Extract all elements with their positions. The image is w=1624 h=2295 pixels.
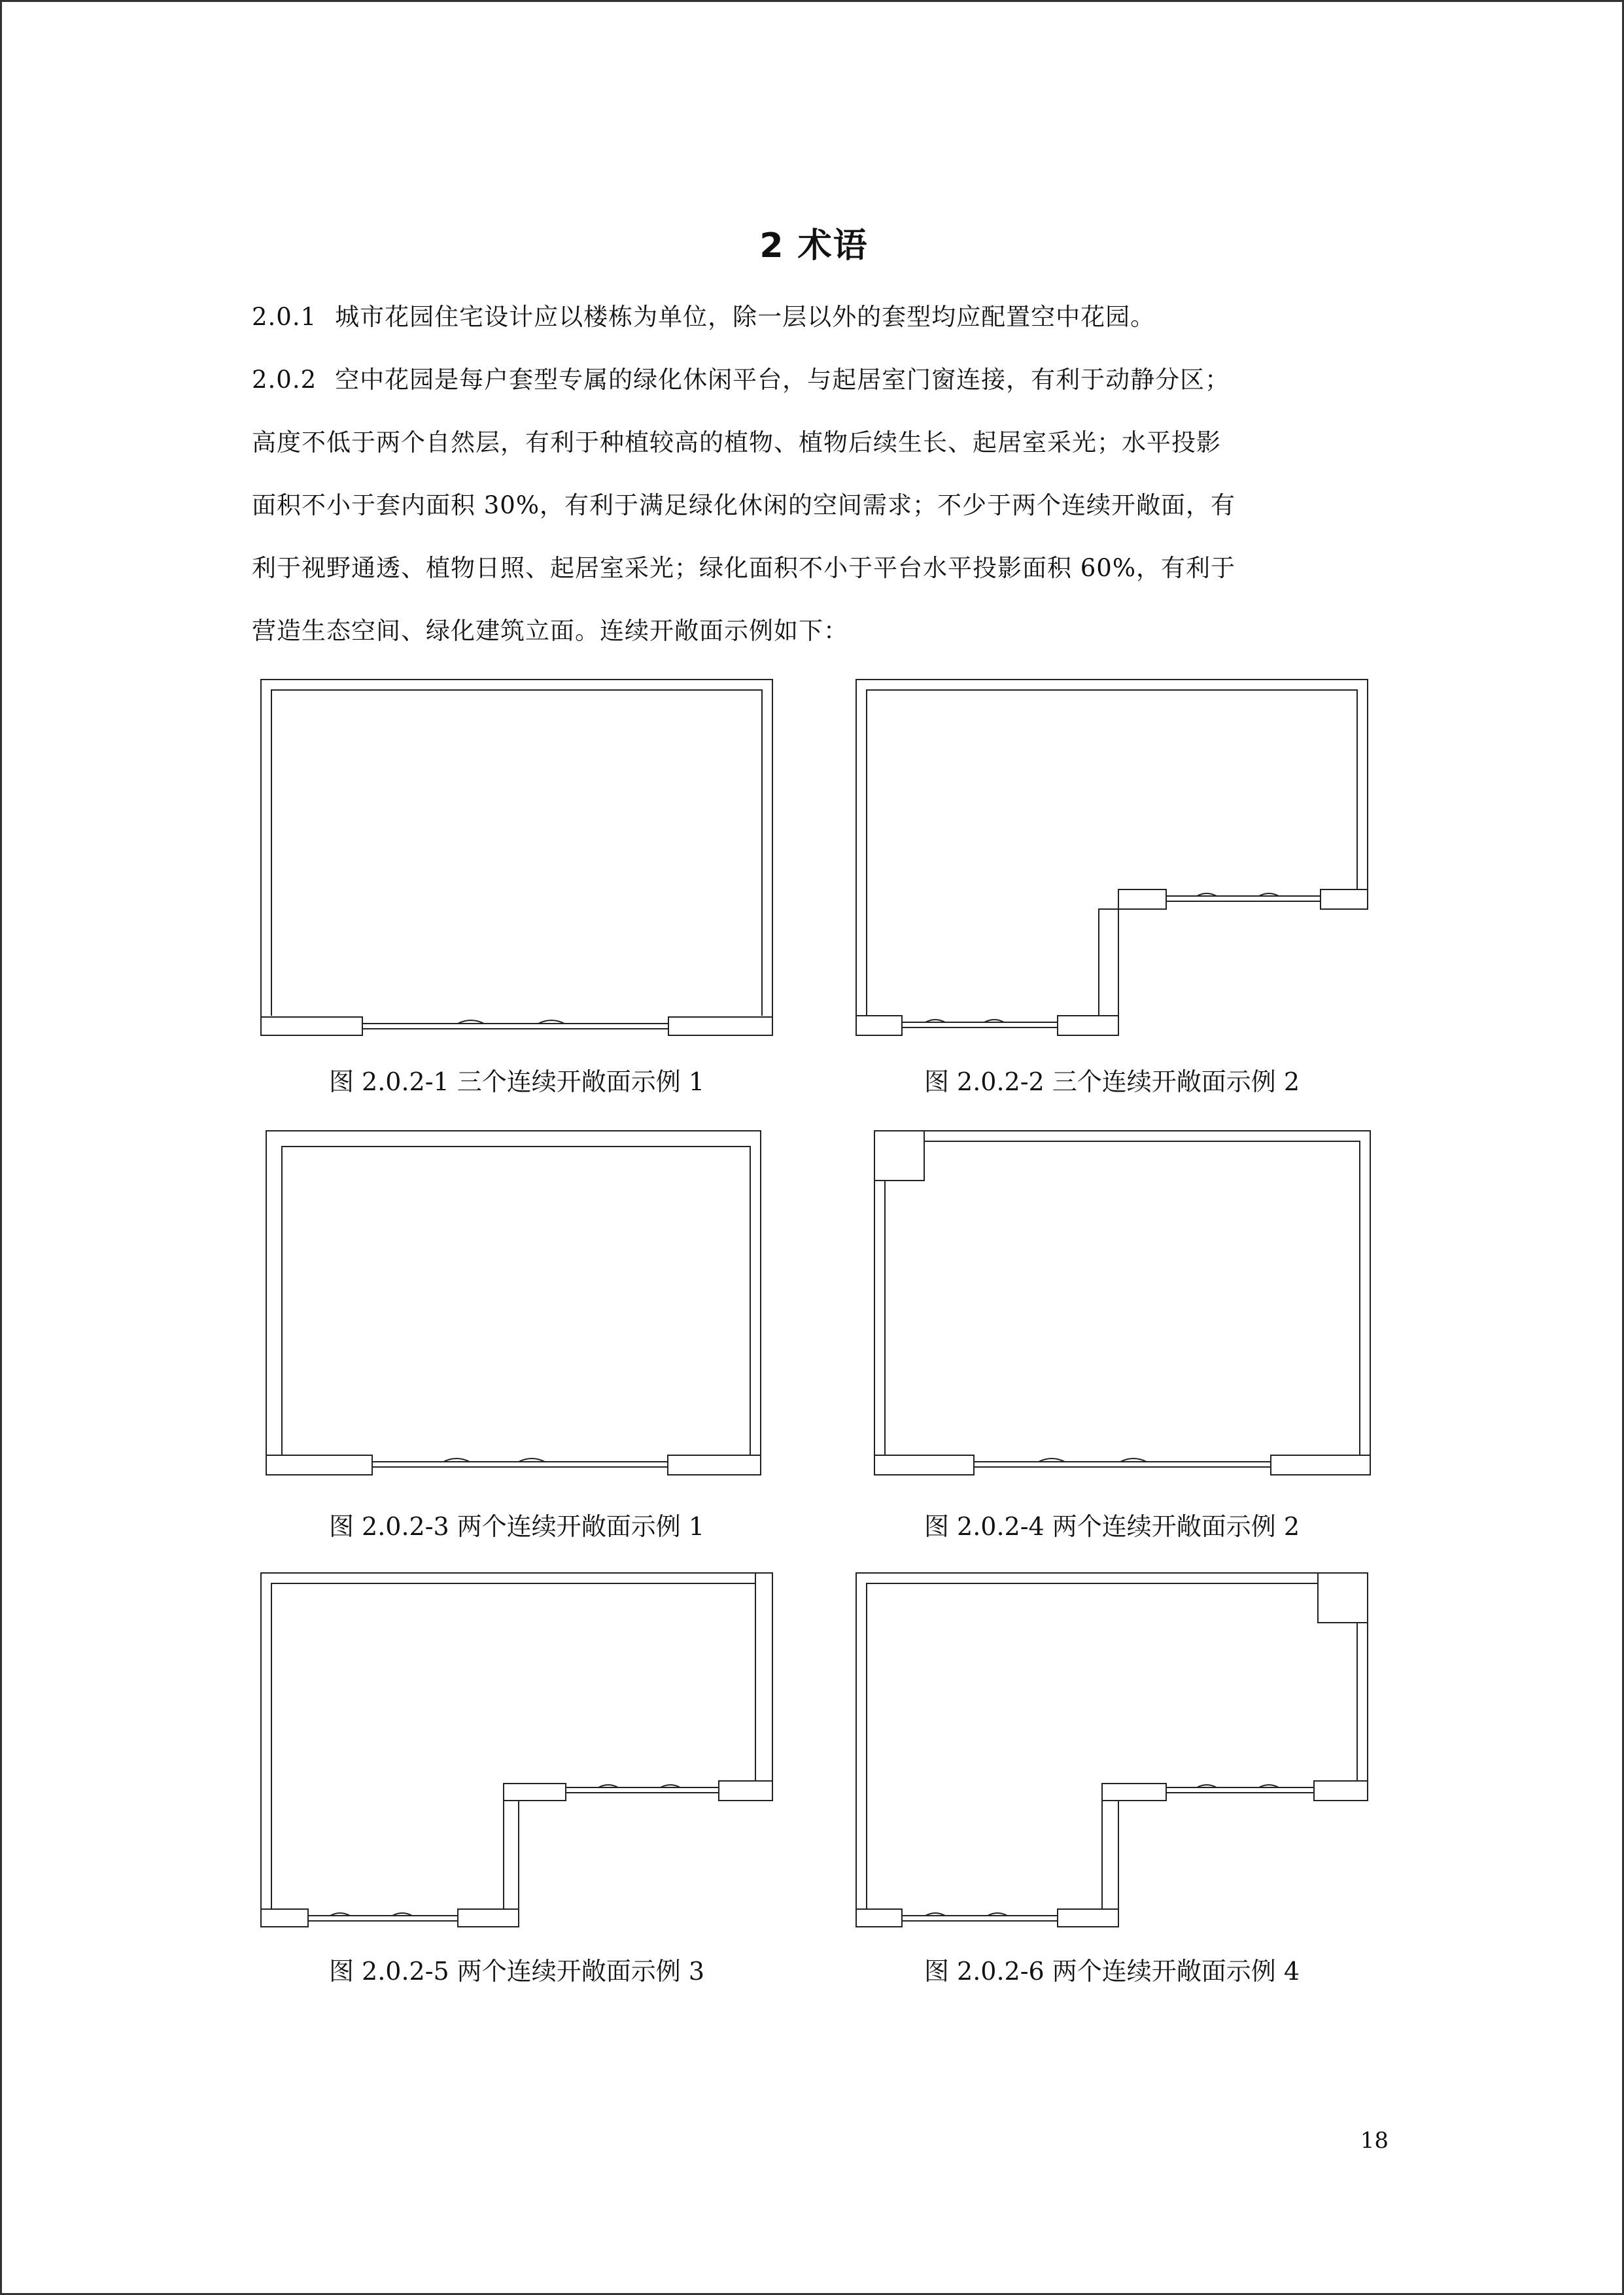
figure-caption: 图 2.0.2-4 两个连续开敞面示例 2 <box>924 1512 1300 1541</box>
figure-2-floor-plan <box>854 677 1370 1043</box>
clause-line <box>252 349 1364 411</box>
figure-caption: 图 2.0.2-5 两个连续开敞面示例 3 <box>328 1957 705 1986</box>
section-title: 2 术语 <box>759 226 869 266</box>
figure-caption: 图 2.0.2-2 三个连续开敞面示例 2 <box>924 1067 1300 1096</box>
clause-line: 面积不小于套内面积 30%，有利于满足绿化休闲的空间需求；不少于两个连续开敞面，有 <box>252 491 1235 519</box>
figure-caption: 图 2.0.2-1 三个连续开敞面示例 1 <box>328 1067 705 1096</box>
clause-2-0-1 <box>252 286 1364 349</box>
figure-caption: 图 2.0.2-3 两个连续开敞面示例 1 <box>328 1512 705 1541</box>
clause-text: 城市花园住宅设计应以楼栋为单位，除一层以外的套型均应配置空中花园。 <box>335 303 1156 331</box>
clause-line: 高度不低于两个自然层，有利于种植较高的植物、植物后续生长、起居室采光；水平投影 <box>252 428 1221 457</box>
clause-line: 营造生态空间、绿化建筑立面。连续开敞面示例如下： <box>252 617 848 645</box>
figure-1-floor-plan <box>258 677 775 1043</box>
clause-text: 空中花园是每户套型专属的绿化休闲平台，与起居室门窗连接，有利于动静分区； <box>335 366 1230 394</box>
figure-5-floor-plan <box>258 1570 775 1937</box>
figure-6-floor-plan <box>854 1570 1370 1937</box>
clause-2-0-2 <box>252 349 1364 663</box>
clause-number: 2.0.1 <box>252 303 317 331</box>
page-number: 18 <box>1360 2128 1389 2154</box>
figure-4-floor-plan <box>872 1128 1389 1494</box>
clause-line <box>252 286 1364 349</box>
clause-line: 利于视野通透、植物日照、起居室采光；绿化面积不小于平台水平投影面积 60%，有利于 <box>252 554 1235 582</box>
clause-number: 2.0.2 <box>252 366 317 394</box>
figure-caption: 图 2.0.2-6 两个连续开敞面示例 4 <box>924 1957 1300 1986</box>
figure-3-floor-plan <box>264 1128 780 1494</box>
